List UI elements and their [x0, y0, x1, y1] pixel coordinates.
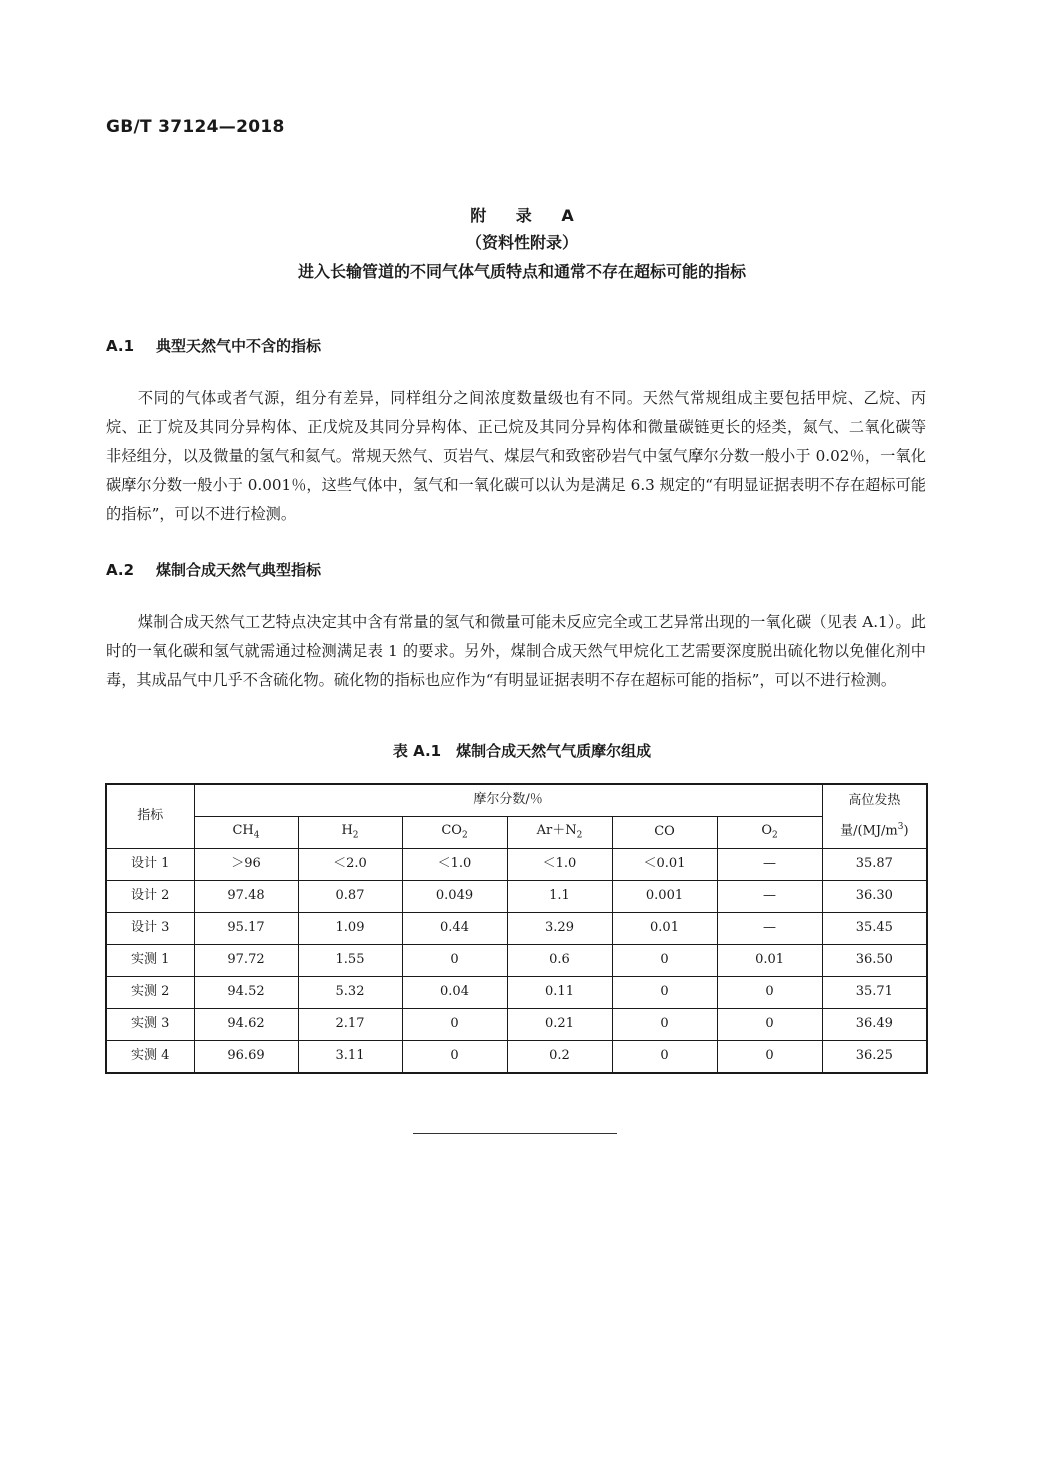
component-formula: CO	[441, 822, 462, 838]
component-formula: CH	[232, 822, 254, 838]
table-cell: 95.17	[194, 913, 298, 945]
component-subscript: 2	[352, 830, 359, 841]
table-cell: 36.50	[822, 945, 927, 977]
table-row	[106, 977, 927, 1009]
row-label: 实测 2	[106, 977, 194, 1009]
calorific-label-line1: 高位发热	[848, 793, 901, 809]
table-cell: —	[717, 913, 822, 945]
component-subscript: 2	[576, 830, 583, 841]
table-row	[106, 849, 927, 881]
table-cell: 0.11	[507, 977, 612, 1009]
row-label: 实测 3	[106, 1009, 194, 1041]
component-formula: Ar＋N	[536, 822, 577, 838]
appendix-type: （资料性附录）	[465, 233, 578, 252]
row-label: 设计 3	[106, 913, 194, 945]
table-body	[106, 849, 927, 1074]
table-cell: ＜1.0	[507, 849, 612, 881]
table-cell: 94.62	[194, 1009, 298, 1041]
standard-number: GB/T 37124—2018	[106, 117, 285, 137]
table-cell: —	[717, 881, 822, 913]
table-cell: 0.01	[612, 913, 717, 945]
calorific-label-end: )	[903, 823, 909, 839]
table-cell: 0	[402, 1009, 507, 1041]
component-header-row	[106, 817, 927, 849]
row-label: 实测 1	[106, 945, 194, 977]
table-row	[106, 913, 927, 945]
component-formula: CO	[654, 824, 675, 840]
table-cell: 94.52	[194, 977, 298, 1009]
footer-divider	[413, 1133, 617, 1134]
table-cell: 2.17	[298, 1009, 402, 1041]
header-component	[402, 817, 507, 849]
section-heading: 煤制合成天然气典型指标	[156, 561, 322, 579]
table-cell: 0.049	[402, 881, 507, 913]
appendix-heading	[0, 203, 1044, 287]
table-cell: 35.45	[822, 913, 927, 945]
row-label: 设计 2	[106, 881, 194, 913]
table-cell: 0.44	[402, 913, 507, 945]
table-cell: 97.72	[194, 945, 298, 977]
table-cell: 97.48	[194, 881, 298, 913]
table-cell: 1.09	[298, 913, 402, 945]
table-cell: 0	[612, 1009, 717, 1041]
table-cell: 35.87	[822, 849, 927, 881]
section-number: A.2	[106, 561, 135, 579]
header-indicator: 指标	[106, 784, 194, 849]
section-title-a2	[106, 559, 321, 580]
header-component	[612, 817, 717, 849]
section-paragraph-a1: 不同的气体或者气源，组分有差异，同样组分之间浓度数量级也有不同。天然气常规组成主要包括甲烷、乙烷、丙烷、正丁烷及其同分异构体、正戊烷及其同分异构体、正己烷及其同分异构体和微量碳链更长的烃类，氮气、二氧化碳等非烃组分，以及微量的氢气和氦气。常规天然气、页岩气、煤层气和致密砂岩气中氢气摩尔分数一般小于 0.02％，一氧化碳摩尔分数一般小于 0.001％，这些气体中，氢气和一氧化碳可以认为是满足 6.3 规定的“有明显证据表明不存在超标可能的指标”，可以不进行检测。	[106, 389, 926, 523]
table-cell: 0.01	[717, 945, 822, 977]
header-component	[298, 817, 402, 849]
component-subscript: 2	[461, 830, 468, 841]
table-cell: 1.55	[298, 945, 402, 977]
table-cell: 0.21	[507, 1009, 612, 1041]
table-cell: 0	[612, 977, 717, 1009]
calorific-unit-exponent: 3	[897, 822, 904, 833]
table-row	[106, 1041, 927, 1074]
component-formula: O	[761, 822, 772, 838]
table-cell: 0.6	[507, 945, 612, 977]
table-cell: 36.49	[822, 1009, 927, 1041]
section-title-a1	[106, 335, 321, 356]
section-number: A.1	[106, 337, 135, 355]
header-calorific-value	[822, 784, 927, 849]
table-cell: 36.30	[822, 881, 927, 913]
header-mole-fraction: 摩尔分数/％	[194, 784, 822, 817]
section-paragraph-a2: 煤制合成天然气工艺特点决定其中含有常量的氢气和微量可能未反应完全或工艺异常出现的一氧化碳（见表 A.1）。此时的一氧化碳和氢气就需通过检测满足表 1 的要求。另外，煤制合成天然气甲烷化工艺需要深度脱出硫化物以免催化剂中毒，其成品气中几乎不含硫化物。硫化物的指标也应作为“有明显证据表明不存在超标可能的指标”，可以不进行检测。	[106, 613, 926, 689]
table-cell: ＜1.0	[402, 849, 507, 881]
header-component	[507, 817, 612, 849]
table-cell: 0	[717, 1041, 822, 1074]
row-label: 实测 4	[106, 1041, 194, 1074]
header-component	[717, 817, 822, 849]
table-caption: 表 A.1 煤制合成天然气气质摩尔组成	[392, 742, 652, 760]
calorific-label-line2: 量/(MJ/m	[840, 823, 898, 839]
table-cell: 0	[612, 1041, 717, 1074]
table-cell: 0.87	[298, 881, 402, 913]
table-cell: 3.29	[507, 913, 612, 945]
table-row	[106, 945, 927, 977]
appendix-title: 附 录 A	[470, 206, 586, 225]
table-cell: 35.71	[822, 977, 927, 1009]
table-cell: ＞96	[194, 849, 298, 881]
table-cell: 0.2	[507, 1041, 612, 1074]
table-cell: 0.001	[612, 881, 717, 913]
table-row	[106, 1009, 927, 1041]
table-cell: 0	[717, 1009, 822, 1041]
table-row	[106, 881, 927, 913]
component-subscript: 4	[253, 830, 260, 841]
header-component	[194, 817, 298, 849]
table-cell: 1.1	[507, 881, 612, 913]
table-cell: 0	[717, 977, 822, 1009]
table-cell: 0	[612, 945, 717, 977]
table-cell: 36.25	[822, 1041, 927, 1074]
row-label: 设计 1	[106, 849, 194, 881]
table-cell: 0	[402, 945, 507, 977]
table-cell: ＜2.0	[298, 849, 402, 881]
table-cell: 0	[402, 1041, 507, 1074]
table-cell: 0.04	[402, 977, 507, 1009]
component-subscript: 2	[772, 830, 778, 841]
table-cell: —	[717, 849, 822, 881]
appendix-subject: 进入长输管道的不同气体气质特点和通常不存在超标可能的指标	[297, 262, 746, 281]
table-cell: 96.69	[194, 1041, 298, 1074]
composition-table	[105, 783, 928, 1074]
table-cell: 5.32	[298, 977, 402, 1009]
component-formula: H	[341, 822, 353, 838]
table-cell: ＜0.01	[612, 849, 717, 881]
table-cell: 3.11	[298, 1041, 402, 1074]
section-heading: 典型天然气中不含的指标	[156, 337, 322, 355]
